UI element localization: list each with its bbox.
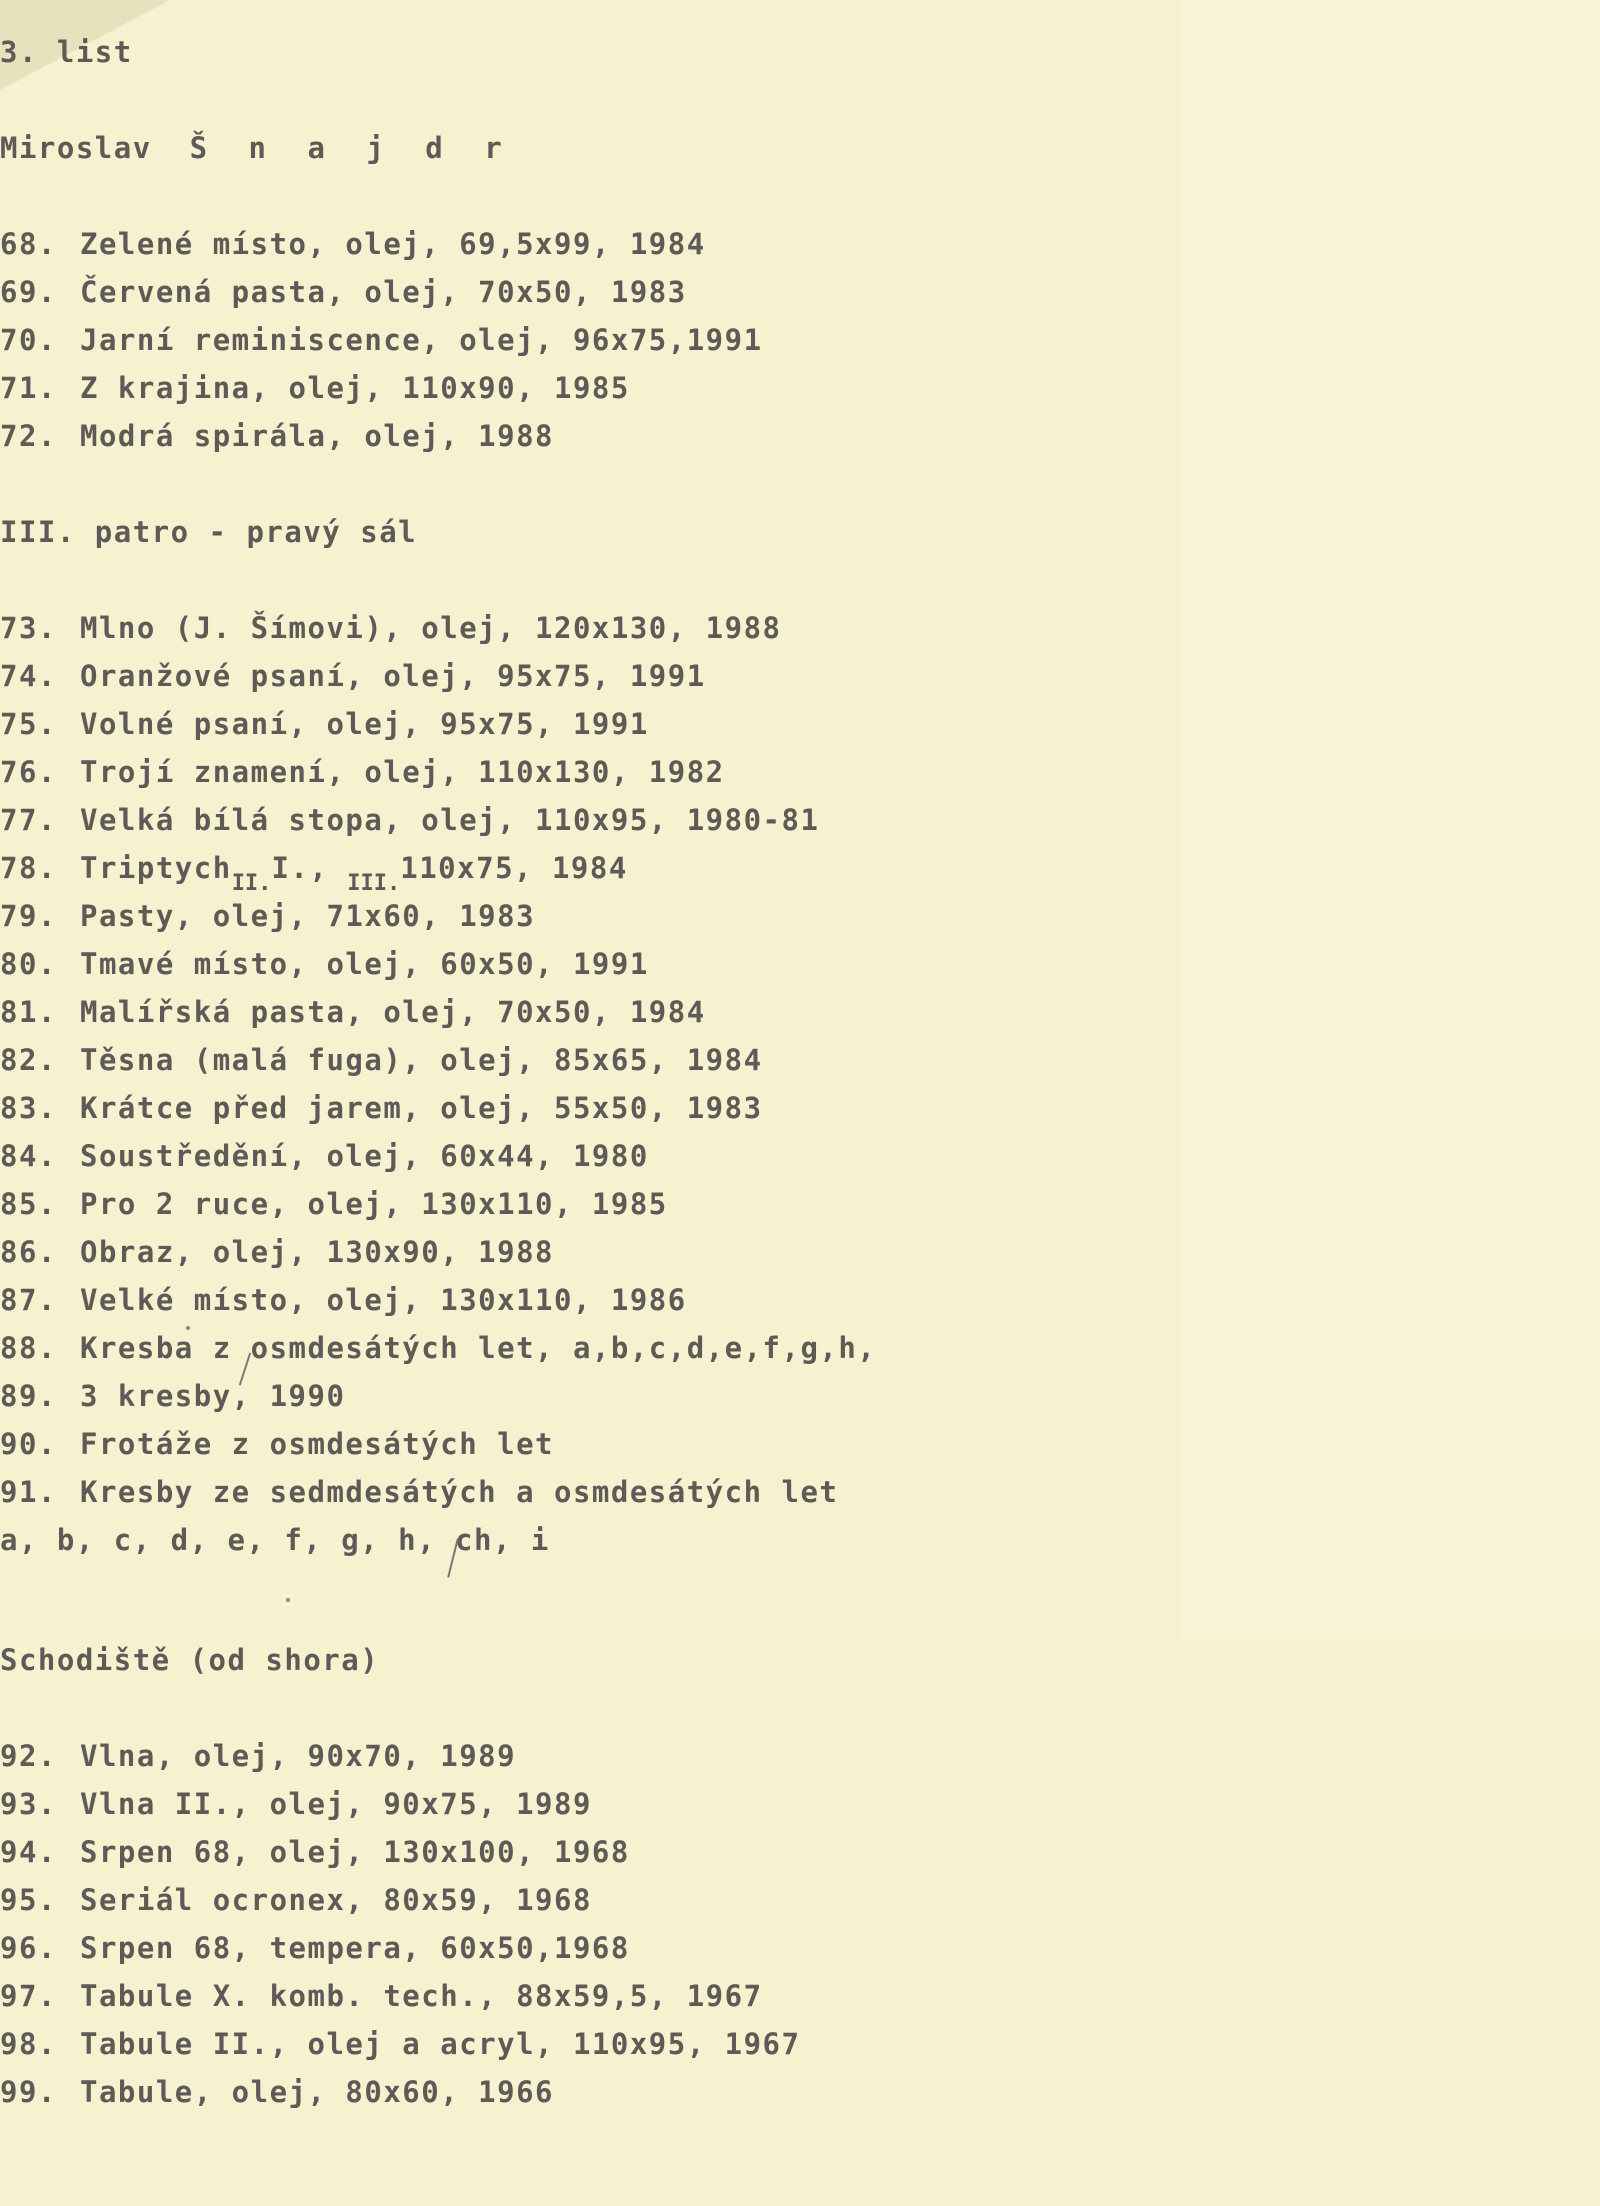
list-item: 97. Tabule X. komb. tech., 88x59,5, 1967 (0, 1979, 763, 2013)
list-item: 93. Vlna II., olej, 90x75, 1989 (0, 1787, 592, 1821)
list-item: 72. Modrá spirála, olej, 1988 (0, 419, 554, 453)
list-item: 79. Pasty, olej, 71x60, 1983 (0, 899, 536, 933)
list-item: 91. Kresby ze sedmdesátých a osmdesátých let (0, 1475, 839, 1509)
list-item: 76. Trojí znamení, olej, 110x130, 1982 (0, 755, 725, 789)
section-heading-staircase: Schodiště (od shora) (0, 1643, 380, 1677)
author-first-name: Miroslav (0, 131, 152, 165)
list-item: 78. Triptych$_{II.}$I., $_{III.}$110x75, 1984 (0, 851, 628, 896)
list-item: 68. Zelené místo, olej, 69,5x99, 1984 (0, 227, 706, 261)
list-item: 85. Pro 2 ruce, olej, 130x110, 1985 (0, 1187, 668, 1221)
list-item: 77. Velká bílá stopa, olej, 110x95, 1980-81 (0, 803, 820, 837)
list-item: 80. Tmavé místo, olej, 60x50, 1991 (0, 947, 649, 981)
pen-dot (286, 1598, 290, 1602)
list-item: 82. Těsna (malá fuga), olej, 85x65, 1984 (0, 1043, 763, 1077)
list-item: 98. Tabule II., olej a acryl, 110x95, 1967 (0, 2027, 801, 2061)
list-item: 94. Srpen 68, olej, 130x100, 1968 (0, 1835, 630, 1869)
list-item: 86. Obraz, olej, 130x90, 1988 (0, 1235, 554, 1269)
list-item: 87. Velké místo, olej, 130x110, 1986 (0, 1283, 687, 1317)
list-item: 84. Soustředění, olej, 60x44, 1980 (0, 1139, 649, 1173)
author-last-name: Š n a j d r (189, 131, 514, 165)
list-item: 99. Tabule, olej, 80x60, 1966 (0, 2075, 554, 2109)
author-name (0, 124, 514, 172)
list-item: 75. Volné psaní, olej, 95x75, 1991 (0, 707, 649, 741)
list-item: 74. Oranžové psaní, olej, 95x75, 1991 (0, 659, 706, 693)
pen-dot (186, 1326, 190, 1330)
list-item: 90. Frotáže z osmdesátých let (0, 1427, 554, 1461)
list-item: 69. Červená pasta, olej, 70x50, 1983 (0, 275, 687, 309)
list-item: 89. 3 kresby, 1990 (0, 1379, 346, 1413)
page-number: 3. list (0, 35, 133, 69)
list-item: 83. Krátce před jarem, olej, 55x50, 1983 (0, 1091, 763, 1125)
list-item: 88. Kresba z osmdesátých let, a,b,c,d,e,f,g,h, (0, 1331, 877, 1365)
list-item: 81. Malířská pasta, olej, 70x50, 1984 (0, 995, 706, 1029)
list-item: 70. Jarní reminiscence, olej, 96x75,1991 (0, 323, 763, 357)
list-item-continuation: a, b, c, d, e, f, g, h, ch, i (0, 1523, 550, 1557)
list-item: 73. Mlno (J. Šímovi), olej, 120x130, 1988 (0, 611, 782, 645)
list-item: 95. Seriál ocronex, 80x59, 1968 (0, 1883, 592, 1917)
section-heading-third-floor: III. patro - pravý sál (0, 515, 418, 549)
list-item: 96. Srpen 68, tempera, 60x50,1968 (0, 1931, 630, 1965)
list-item: 71. Z krajina, olej, 110x90, 1985 (0, 371, 630, 405)
list-item: 92. Vlna, olej, 90x70, 1989 (0, 1739, 517, 1773)
